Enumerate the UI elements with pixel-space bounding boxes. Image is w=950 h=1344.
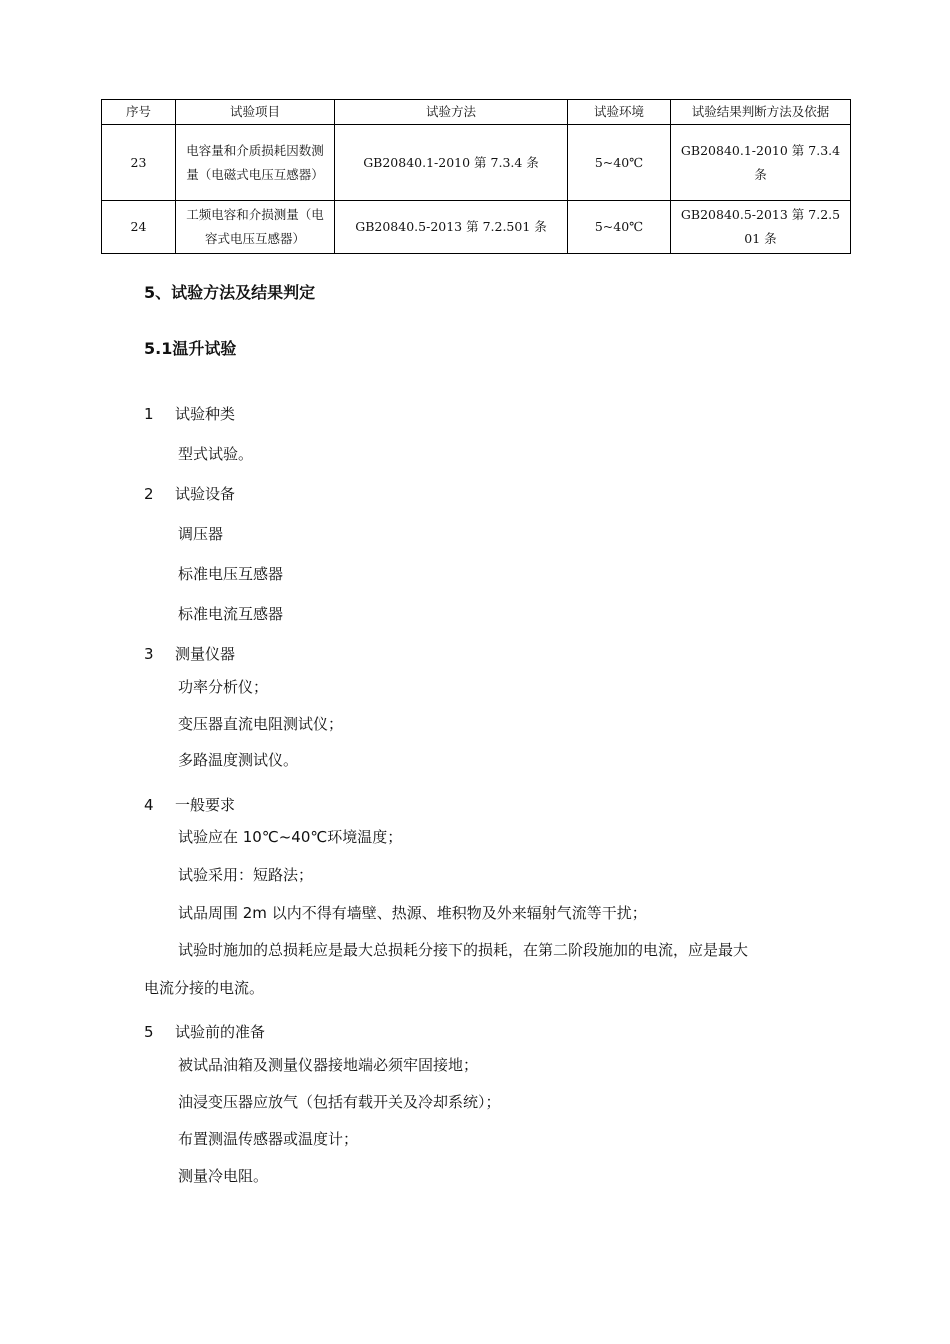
cell-item: 工频电容和介损测量（电容式电压互感器）: [176, 201, 335, 254]
item-line: 被试品油箱及测量仪器接地端必须牢固接地；: [178, 1056, 479, 1074]
table-row: [102, 125, 851, 201]
item-label: 一般要求: [175, 796, 236, 814]
item-line: 电流分接的电流。: [144, 979, 265, 997]
item-line: 布置测温传感器或温度计；: [178, 1130, 359, 1148]
cell-environment: 5~40℃: [568, 125, 671, 201]
test-items-table: [101, 99, 851, 254]
item-line: 试验时施加的总损耗应是最大总损耗分接下的损耗，在第二阶段施加的电流，应是最大: [178, 941, 749, 959]
cell-seq: 23: [102, 125, 176, 201]
section-heading-5-1: 5.1温升试验: [144, 339, 237, 358]
item-label: 测量仪器: [175, 645, 236, 663]
cell-method: GB20840.5-2013 第 7.2.501 条: [335, 201, 568, 254]
item-line: 标准电压互感器: [178, 565, 284, 583]
item-line: 试验采用：短路法；: [178, 866, 314, 884]
item-line: 多路温度测试仪。: [178, 751, 299, 769]
item-number: 1: [144, 405, 154, 423]
item-line: 试品周围 2m 以内不得有墙壁、热源、堆积物及外来辐射气流等干扰；: [178, 904, 647, 922]
item-line: 调压器: [178, 525, 224, 543]
header-cell-item: 试验项目: [176, 100, 335, 125]
item-line: 油浸变压器应放气（包括有载开关及冷却系统）；: [178, 1093, 501, 1111]
item-label: 试验设备: [175, 485, 236, 503]
item-label: 试验前的准备: [175, 1023, 266, 1041]
header-cell-seq: 序号: [102, 100, 176, 125]
section-heading-5: 5、试验方法及结果判定: [144, 283, 316, 302]
item-line: 功率分析仪；: [178, 678, 269, 696]
item-line: 标准电流互感器: [178, 605, 284, 623]
header-cell-environment: 试验环境: [568, 100, 671, 125]
table-header-row: [102, 100, 851, 125]
cell-item: 电容量和介质损耗因数测量（电磁式电压互感器）: [176, 125, 335, 201]
cell-judgment: GB20840.5-2013 第 7.2.501 条: [671, 201, 851, 254]
item-label: 试验种类: [175, 405, 236, 423]
header-cell-judgment: 试验结果判断方法及依据: [671, 100, 851, 125]
item-line: 型式试验。: [178, 445, 254, 463]
item-number: 2: [144, 485, 154, 503]
item-number: 5: [144, 1023, 154, 1041]
item-line: 试验应在 10℃~40℃环境温度；: [178, 828, 403, 846]
item-line: 变压器直流电阻测试仪；: [178, 715, 344, 733]
cell-seq: 24: [102, 201, 176, 254]
header-cell-method: 试验方法: [335, 100, 568, 125]
cell-environment: 5~40℃: [568, 201, 671, 254]
cell-method: GB20840.1-2010 第 7.3.4 条: [335, 125, 568, 201]
table-row: [102, 201, 851, 254]
item-number: 4: [144, 796, 154, 814]
item-line: 测量冷电阻。: [178, 1167, 269, 1185]
cell-judgment: GB20840.1-2010 第 7.3.4 条: [671, 125, 851, 201]
item-number: 3: [144, 645, 154, 663]
